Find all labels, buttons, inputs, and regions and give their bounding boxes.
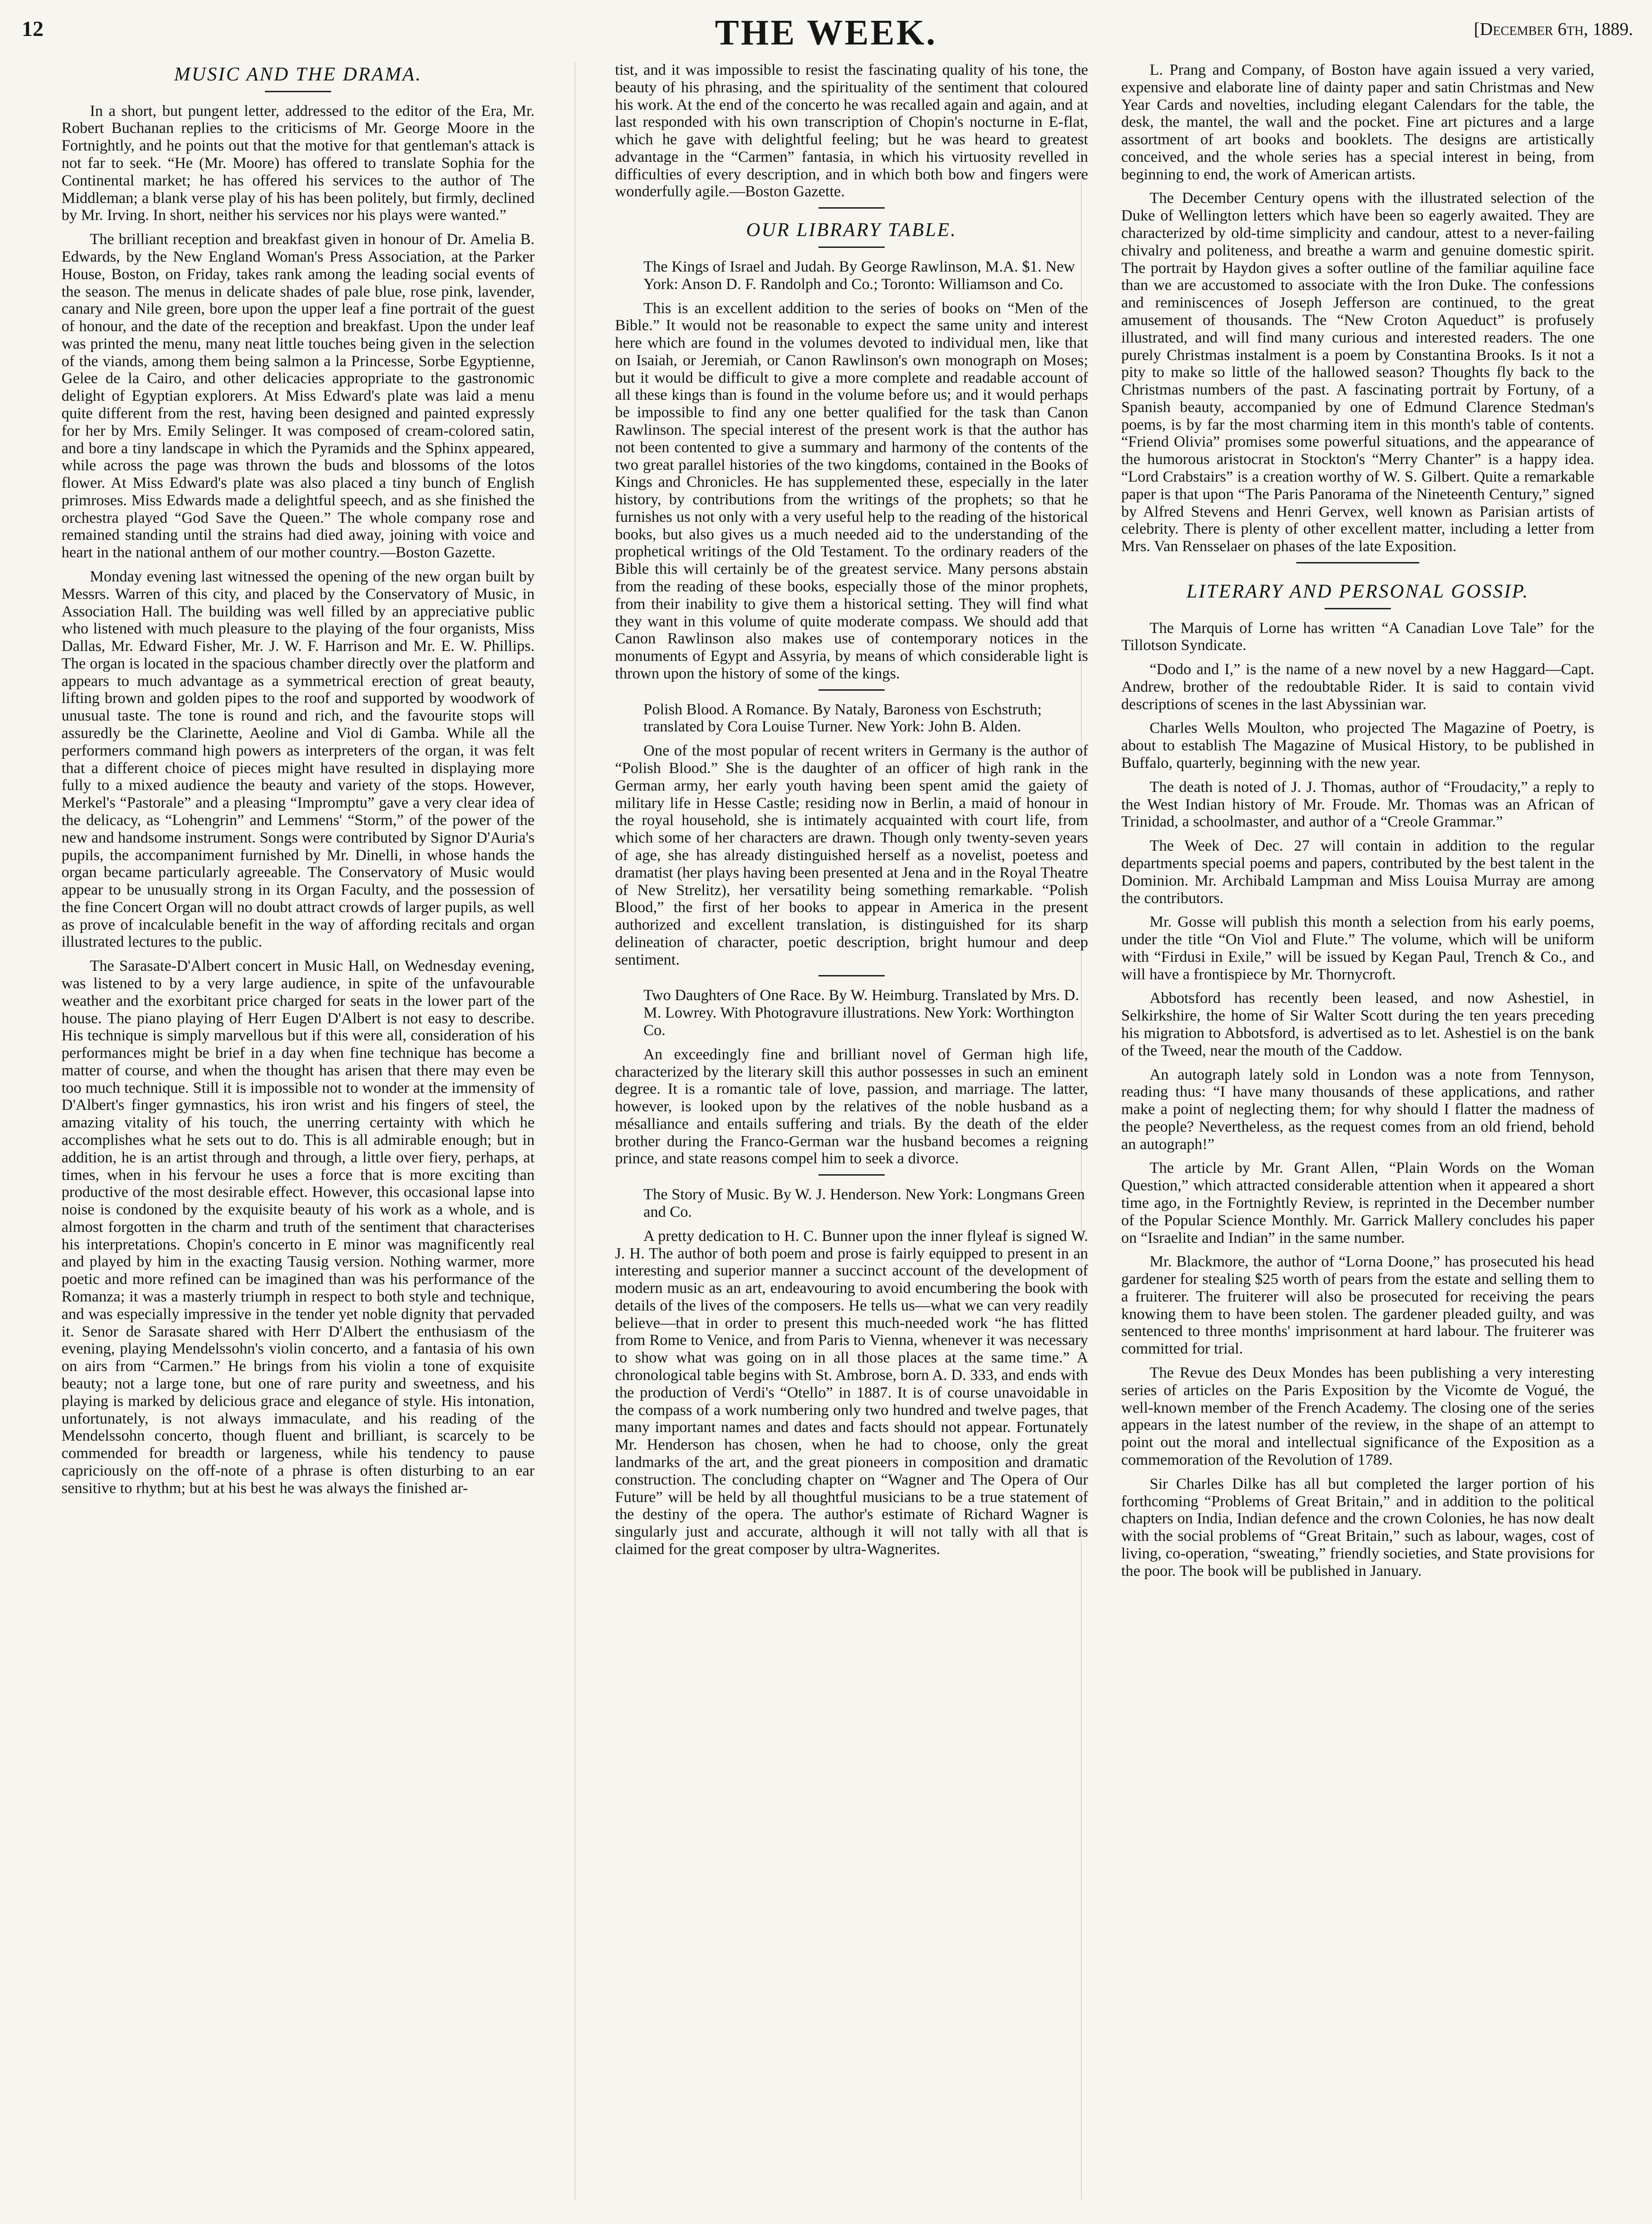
book-review-heading: The Kings of Israel and Judah. By George Rawlinson, M.A. $1. New York: Anson D. F. Randolph and Co.; Toronto: Williamson and Co.: [643, 258, 1075, 293]
section-rule: [818, 246, 885, 248]
article-paragraph: The Sarasate-D'Albert concert in Music Hall, on Wednesday evening, was listened to by a very large audience, in spite of the unfavourable weather and the exorbitant price charged for seats in the lower part of the house. The piano playing of Herr Eugen D'Albert is not easy to describe. His technique is simply marvellous but if this were all, consideration of his performances might be brief in a day when fine technique has become a matter of course, and when the thought has arisen that there may even be too much technique. Still it is impossible not to wonder at the immensity of D'Albert's finger gymnastics, his iron wrist and his fingers of steel, the amazing vitality of his touch, the unerring certainty with which he accomplishes what he sets out to do. This is all admirable enough; but in addition, he is an artist through and through, a little over fiery, perhaps, at times, when in his fervour he uses a force that is more exciting than productive of the most desirable effect. However, this occasional lapse into noise is condoned by the exquisite beauty of his work as a whole, and is almost forgotten in the charm and truth of the sentiment that characterises his interpretations. Chopin's concerto in E minor was magnificently real and played by him in the exacting Tausig version. Nothing warmer, more poetic and more refined can be imagined than was his performance of the Romanza; it was a masterly triumph in respect to both style and technique, and was especially impressive in the tender yet noble dignity that pervaded it. Senor de Sarasate shared with Herr D'Albert the enthusiasm of the evening, playing Mendelssohn's violin concerto, and a fantasia of his own on airs from “Carmen.” He brings from his violin a tone of exquisite beauty; not a large tone, but one of rare purity and sweetness, and his playing is marked by delicious grace and elegance of style. His intonation, unfortunately, is not always immaculate, and his reading of the Mendelssohn concerto, though fluent and brilliant, is scarcely to be commended for breadth or largeness, while his tendency to pause capriciously on the off-note of a phrase is often disturbing to an ear sensitive to rhythm; but at his best he was always the finished ar-: [62, 958, 535, 1497]
column-gossip: [1121, 62, 1594, 1586]
gossip-item: Charles Wells Moulton, who projected The Magazine of Poetry, is about to establish The Magazine of Musical History, to be published in Buffalo, quarterly, beginning with the new year.: [1121, 720, 1594, 772]
section-title-gossip: LITERARY AND PERSONAL GOSSIP.: [1186, 580, 1529, 602]
section-rule: [1296, 562, 1419, 563]
review-rule: [818, 1174, 885, 1176]
gossip-item: The death is noted of J. J. Thomas, author of “Froudacity,” a reply to the West Indian history of Mr. Froude. Mr. Thomas was an African of Trinidad, a schoolmaster, and author of a “Creole Grammar.”: [1121, 778, 1594, 831]
masthead: THE WEEK.: [715, 13, 937, 53]
column-music-drama: [62, 62, 535, 1503]
book-review-text: An exceedingly fine and brilliant novel of German high life, characterized by the literary skill this author possesses in such an eminent degree. It is a romantic tale of love, passion, and marriage. The latter, however, is looked upon by the relatives of the noble husband as a mésalliance and entails suffering and trials. By the death of the elder brother during the Franco-German war the husband becomes a reigning prince, and state reasons compel him to seek a divorce.: [615, 1046, 1088, 1168]
book-review-heading: The Story of Music. By W. J. Henderson. New York: Longmans Green and Co.: [643, 1186, 1085, 1221]
gossip-item: The Week of Dec. 27 will contain in addition to the regular departments special poems and papers, contributed by the best talent in the Dominion. Mr. Archibald Lampman and Miss Louisa Murray are among the contributors.: [1121, 837, 1594, 907]
section-rule: [265, 91, 331, 92]
article-paragraph-continued: tist, and it was impossible to resist the fascinating quality of his tone, the beauty of his phrasing, and the spirituality of the sentiment that coloured his work. At the end of the concerto he was recalled again and again, and at last responded with his own transcription of Chopin's nocturne in E-flat, which he gave with delightful feeling; but he was heard to greatest advantage in the “Carmen” fantasia, in which his virtuosity revelled in difficulties of every description, and in which both bow and fingers were wonderfully agile.—Boston Gazette.: [615, 62, 1088, 201]
article-paragraph: The December Century opens with the illustrated selection of the Duke of Wellington letters which have been so eagerly awaited. They are characterized by old-time simplicity and candour, attest to a never-failing chivalry and politeness, and breathe a warm and genuine domestic spirit. The portrait by Haydon gives a softer outline of the familiar aquiline face than we are accustomed to associate with the Iron Duke. The confessions and reminiscences of Joseph Jefferson are continued, to the great amusement of thousands. The “New Croton Aqueduct” is profusely illustrated, and will find many curious and interested readers. The one purely Christmas instalment is a poem by Constantina Brooks. Is it not a pity to make so little of the hallowed season? Thoughts fly back to the Christmas numbers of the past. A fascinating portrait by Fortuny, of a Spanish beauty, accompanied by one of Edmund Clarence Stedman's poems, is by far the most charming item in this month's table of contents. “Friend Olivia” promises some powerful situations, and the appearance of the humorous aristocrat in Stockton's “Merry Chanter” is a happy idea. “Lord Crabstairs” is a creation worthy of W. S. Gilbert. Quite a remarkable paper is that upon “The Paris Panorama of the Nineteenth Century,” signed by Alfred Stevens and Henri Gervex, well known as Parisian artists of celebrity. There is plenty of other excellent matter, including a letter from Mrs. Van Rensselaer on phases of the late Exposition.: [1121, 190, 1594, 555]
issue-date: [December 6th, 1889.: [1474, 19, 1633, 39]
section-title-library-table: OUR LIBRARY TABLE.: [746, 219, 957, 241]
section-rule: [818, 207, 885, 209]
book-review-text: This is an excellent addition to the series of books on “Men of the Bible.” It would not be reasonable to expect the same unity and interest here which are found in the volumes devoted to individual men, like that on Isaiah, or Jeremiah, or Canon Rawlinson's own monograph on Moses; but it would be difficult to give a more complete and readable account of all these kings than is found in the volume before us; and it would perhaps be impossible to find any one better qualified for the task than Canon Rawlinson. The special interest of the present work is that the author has not been contented to give a summary and harmony of the contents of the two great parallel histories of the two kingdoms, contained in the Books of Kings and Chronicles. He has supplemented these, especially in the later history, by contributions from the writings of the prophets; so that he furnishes us not only with a very useful help to the reading of the historical books, but also gives us a much needed aid to the understanding of the prophetical writings of the Old Testament. To the ordinary readers of the Bible this will certainly be of the greatest service. Many persons abstain from the reading of these books, especially those of the minor prophets, from their inability to give them a historical setting. They will find what they want in this volume of quite moderate compass. We should add that Canon Rawlinson also makes use of contemporary notices in the monuments of Egypt and Assyria, by means of which considerable light is thrown upon the history of some of the kings.: [615, 299, 1088, 682]
gossip-item: An autograph lately sold in London was a note from Tennyson, reading thus: “I have many thousands of these applications, and rather make a point of neglecting them; for why should I flatter the madness of the people? Nevertheless, as the request comes from an old friend, behold an autograph!”: [1121, 1066, 1594, 1153]
article-paragraph: L. Prang and Company, of Boston have again issued a very varied, expensive and elaborate line of dainty paper and satin Christmas and New Year Cards and novelties, including elegant Calendars for the table, the desk, the mantel, the wall and the pocket. Fine art pictures and a large assortment of art books and booklets. The designs are artistically conceived, and the whole series has a special interest in being, from beginning to end, the work of American artists.: [1121, 62, 1594, 183]
section-title-music-drama: MUSIC AND THE DRAMA.: [174, 63, 422, 85]
gossip-item: “Dodo and I,” is the name of a new novel by a new Haggard—Capt. Andrew, brother of the redoubtable Rider. It is said to contain vivid descriptions of scenes in the last Abyssinian war.: [1121, 661, 1594, 713]
gossip-item: The article by Mr. Grant Allen, “Plain Words on the Woman Question,” which attracted considerable attention when it appeared a short time ago, in the Fortnightly Review, is reprinted in the December number of the Popular Science Monthly. Mr. Garrick Mallery concludes his paper on “Israelite and Indian” in the same number.: [1121, 1160, 1594, 1247]
book-review-text: One of the most popular of recent writers in Germany is the author of “Polish Blood.” She is the daughter of an officer of high rank in the German army, her early youth having been spent amid the gaiety of military life in Hesse Castle; residing now in Berlin, a maid of honour in the royal household, she is intimately acquainted with court life, from which some of her characters are drawn. Though only twenty-seven years of age, she has already distinguished herself as a novelist, poetess and dramatist (her plays having been presented at Jena and in the Royal Theatre of New Strelitz), her versatility being something remarkable. “Polish Blood,” the first of her books to appear in America in the present authorized and excellent translation, is distinguished for its sharp delineation of character, poetic description, bright humour and deep sentiment.: [615, 742, 1088, 968]
section-rule: [1325, 608, 1391, 609]
gossip-item: Abbotsford has recently been leased, and now Ashestiel, in Selkirkshire, the home of Sir Walter Scott during the ten years preceding his migration to Abbotsford, is advertised as to let. Ashestiel is on the bank of the Tweed, near the mouth of the Caddow.: [1121, 990, 1594, 1059]
book-review-text: A pretty dedication to H. C. Bunner upon the inner flyleaf is signed W. J. H. The author of both poem and prose is fairly equipped to present in an interesting and superior manner a succinct account of the development of modern music as an art, endeavouring to avoid encumbering the book with details of the lives of the composers. He tells us—what we can very readily believe—that in order to present this much-needed work “he has flitted from Rome to Venice, and from Paris to Vienna, whenever it was necessary to show what was going on in all those places at the same time.” A chronological table begins with St. Ambrose, born A. D. 333, and ends with the production of Verdi's “Otello” in 1887. It is of course unavoidable in the compass of a work numbering only two hundred and twelve pages, that many important names and dates and facts should not appear. Fortunately Mr. Henderson has chosen, when he had to choose, only the great landmarks of the art, and the great pioneers in composition and dramatic construction. The concluding chapter on “Wagner and The Opera of Our Future” will be held by all thoughtful musicians to be a true statement of the destiny of the opera. The author's estimate of Richard Wagner is singularly just and accurate, although it will not tally with all that is claimed for the great composer by ultra-Wagnerites.: [615, 1227, 1088, 1558]
book-review-heading: Polish Blood. A Romance. By Nataly, Baroness von Eschstruth; translated by Cora Louise Turner. New York: John B. Alden.: [643, 701, 1042, 736]
gossip-item: The Revue des Deux Mondes has been publishing a very interesting series of articles on the Paris Exposition by the Vicomte de Vogué, the well-known member of the French Academy. The closing one of the series appears in the latest number of the review, in the shape of an attempt to point out the moral and intellectual significance of the Exposition as a commemoration of the Revolution of 1789.: [1121, 1364, 1594, 1468]
column-library-table: [615, 62, 1088, 1565]
gossip-item: The Marquis of Lorne has written “A Canadian Love Tale” for the Tillotson Syndicate.: [1121, 619, 1594, 654]
page-number: 12: [22, 17, 44, 41]
article-paragraph: The brilliant reception and breakfast given in honour of Dr. Amelia B. Edwards, by the New England Woman's Press Association, at the Parker House, Boston, on Friday, takes rank among the leading social events of the season. The menus in delicate shades of pale blue, rose pink, lavender, canary and Nile green, bore upon the upper leaf a fine portrait of the guest of honour, and the date of the reception and breakfast. Upon the under leaf was printed the menu, many neat little touches being given in the selection of the viands, among them being salmon a la Princesse, Sorbe Egyptienne, Gelee de la Cairo, and other delicacies appropriate to the gastronomic delight of Egyptian explorers. At Miss Edward's plate was laid a menu quite different from the rest, having been designed and painted expressly for her by Mrs. Emily Selinger. It was composed of cream-colored satin, and bore a tiny landscape in which the Pyramids and the Sphinx appeared, while across the page was thrown the buds and blossoms of the lotos flower. At Miss Edward's plate was also placed a tiny bunch of English primroses. Miss Edwards made a delightful speech, and as she finished the orchestra played “God Save the Queen.” The whole company rose and remained standing until the strains had died away, joining with voice and heart in the national anthem of our mother country.—Boston Gazette.: [62, 231, 535, 562]
gossip-item: Sir Charles Dilke has all but completed the larger portion of his forthcoming “Problems of Great Britain,” and in addition to the political chapters on India, Indian defence and the crown Colonies, he has now dealt with the social problems of “Great Britain,” such as labour, wages, cost of living, co-operation, “sweating,” friendly societies, and State provisions for the poor. The book will be published in January.: [1121, 1475, 1594, 1580]
article-paragraph: In a short, but pungent letter, addressed to the editor of the Era, Mr. Robert Buchanan replies to the criticisms of Mr. George Moore in the Fortnightly, and he points out that the motive for that gentleman's attack is not far to seek. “He (Mr. Moore) has offered to translate Sophia for the Continental market; he has offered his services to the author of The Middleman; a blank verse play of his has been politely, but firmly, declined by Mr. Irving. In short, neither his services nor his plays were wanted.”: [62, 102, 535, 224]
book-review-heading: Two Daughters of One Race. By W. Heimburg. Translated by Mrs. D. M. Lowrey. With Photogravure illustrations. New York: Worthington Co.: [643, 987, 1079, 1039]
review-rule: [818, 689, 885, 691]
review-rule: [818, 975, 885, 976]
gossip-item: Mr. Blackmore, the author of “Lorna Doone,” has prosecuted his head gardener for stealing $25 worth of pears from the estate and selling them to a fruiterer. The fruiterer will also be prosecuted for receiving the pears knowing them to have been stolen. The gardener pleaded guilty, and was sentenced to three months' imprisonment at hard labour. The fruiterer was committed for trial.: [1121, 1253, 1594, 1358]
gossip-item: Mr. Gosse will publish this month a selection from his early poems, under the title “On Viol and Flute.” The volume, which will be uniform with “Firdusi in Exile,” will be issued by Kegan Paul, Trench & Co., and will have a frontispiece by Mr. Thornycroft.: [1121, 914, 1594, 983]
article-paragraph: Monday evening last witnessed the opening of the new organ built by Messrs. Warren of this city, and placed by the Conservatory of Music, in Association Hall. The building was well filled by an appreciative public who listened with much pleasure to the playing of the four organists, Miss Dallas, Mr. Edward Fisher, Mr. J. W. F. Harrison and Mr. E. W. Phillips. The organ is located in the spacious chamber directly over the platform and appears to much advantage as a symmetrical erection of great beauty, lifting brown and golden pipes to the roof and supported by woodwork of unusual taste. The tone is round and rich, and the favourite stops will assuredly be the Clarinette, Aeoline and Viol di Gamba. While all the performers command high powers as interpreters of the organ, it was felt that a different choice of pieces might have resulted in displaying more fully to a mixed audience the beauty and variety of the stops. However, Merkel's “Pastorale” and a pleasing “Impromptu” gave a very clear idea of the delicacy, as “Lohengrin” and Lemmens' “Storm,” of the power of the new and handsome instrument. Songs were contributed by Signor D'Auria's pupils, the accompaniment furnished by Mr. Dinelli, in whose hands the organ became particularly agreeable. The Conservatory of Music would appear to be unusually strong in its Organ Faculty, and the possession of the fine Concert Organ will no doubt attract crowds of larger pupils, as well as prove of incalculable benefit in the way of affording recitals and organ illustrated lectures to the public.: [62, 568, 535, 951]
